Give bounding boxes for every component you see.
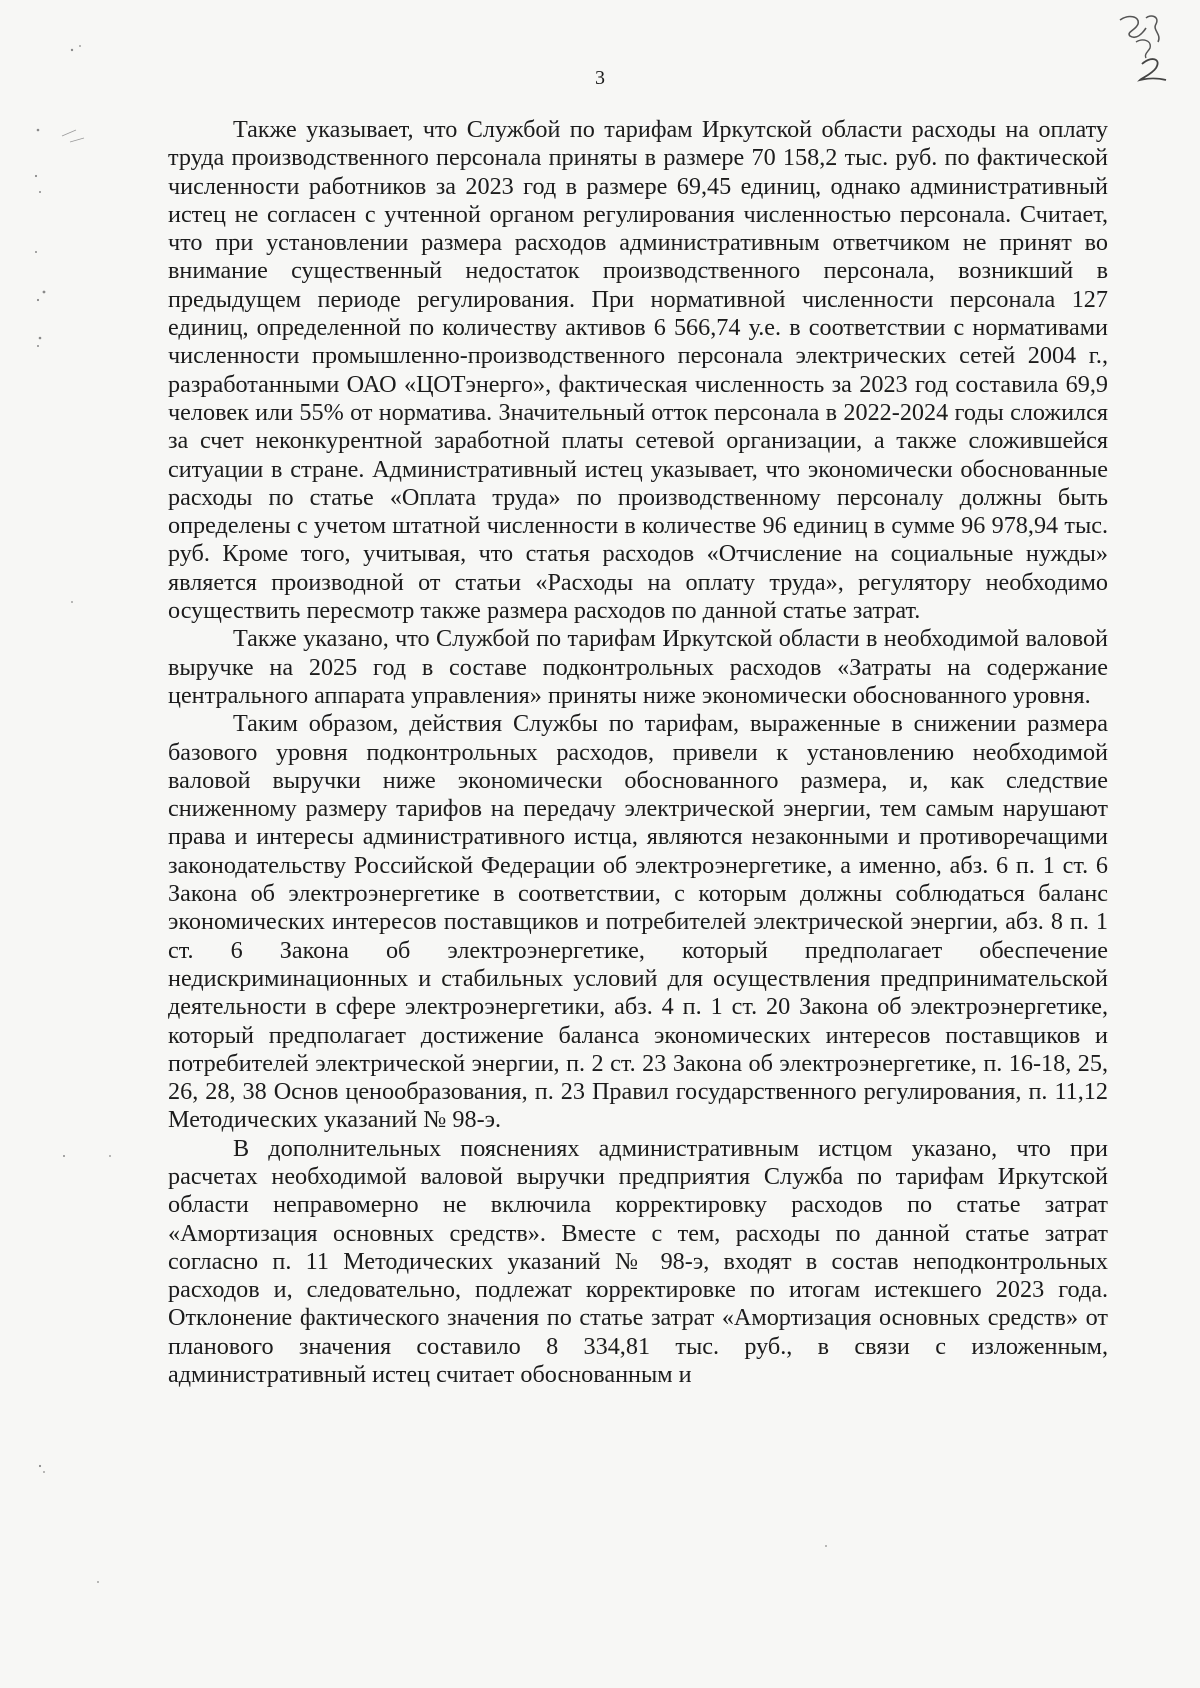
paragraph-depreciation-adjustment: В дополнительных пояснениях административным истцом указано, что при расчетах необходимой валовой выручки предприятия Служба по тарифам Иркутской области неправомерно не включила корректировку расходов по статье затрат «Амортизация основных средств». Вместе с тем, расходы по данной статье затрат согласно п. 11 Методических указаний № 98-э, входят в состав неподконтрольных расходов и, следовательно, подлежат корректировке по итогам истекшего 2023 года. Отклонение фактического значения по статье затрат «Амортизация основных средств» от планового значения составило 8 334,81 тыс. руб., в связи с изложенным, административный истец считает обоснованным и <box>168 1134 1108 1389</box>
paragraph-personnel-costs: Также указывает, что Службой по тарифам Иркутской области расходы на оплату труда производственного персонала приняты в размере 70 158,2 тыс. руб. по фактической численности работников за 2023 год в размере 69,45 единиц, однако административный истец не согласен с учтенной органом регулирования численностью персонала. Считает, что при установлении размера расходов административным ответчиком не принят во внимание существенный недостаток производственного персонала, возникший в предыдущем периоде регулирования. При нормативной численности персонала 127 единиц, определенной по количеству активов 6 566,74 у.е. в соответствии с нормативами численности промышленно-производственного персонала электрических сетей 2004 г., разработанными ОАО «ЦОТэнерго», фактическая численность за 2023 год составила 69,9 человек или 55% от норматива. Значительный отток персонала в 2022-2024 годы сложился за счет неконкурентной заработной платы сетевой организации, а также сложившейся ситуации в стране. Административный истец указывает, что экономически обоснованные расходы по статье «Оплата труда» по производственному персоналу должны быть определены с учетом штатной численности в количестве 96 единиц в сумме 96 978,94 тыс. руб. Кроме того, учитывая, что статья расходов «Отчисление на социальные нужды» является производной от статьи «Расходы на оплату труда», регулятору необходимо осуществить пересмотр также размера расходов по данной статье затрат. <box>168 116 1108 625</box>
document-body <box>168 116 1108 1389</box>
handwritten-page-mark <box>1106 12 1172 86</box>
paragraph-legal-violations: Таким образом, действия Службы по тарифам, выраженные в снижении размера базового уровня подконтрольных расходов, привели к установлению необходимой валовой выручки ниже экономически обоснованного размера, и, как следствие сниженному размеру тарифов на передачу электрической энергии, тем самым нарушают права и интересы административного истца, являются незаконными и противоречащими законодательству Российской Федерации об электроэнергетике, а именно, абз. 6 п. 1 ст. 6 Закона об электроэнергетике в соответствии, с которым должны соблюдаться баланс экономических интересов поставщиков и потребителей электрической энергии, абз. 8 п. 1 ст. 6 Закона об электроэнергетике, который предполагает обеспечение недискриминационных и стабильных условий для осуществления предпринимательской деятельности в сфере электроэнергетики, абз. 4 п. 1 ст. 20 Закона об электроэнергетике, который предполагает достижение баланса экономических интересов поставщиков и потребителей электрической энергии, п. 2 ст. 23 Закона об электроэнергетике, п. 16-18, 25, 26, 28, 38 Основ ценообразования, п. 23 Правил государственного регулирования, п. 11,12 Методических указаний № 98-э. <box>168 710 1108 1134</box>
page-number: 3 <box>595 67 605 89</box>
paragraph-central-management-costs: Также указано, что Службой по тарифам Иркутской области в необходимой валовой выручке на 2025 год в составе подконтрольных расходов «Затраты на содержание центрального аппарата управления» приняты ниже экономически обоснованного уровня. <box>168 625 1108 709</box>
